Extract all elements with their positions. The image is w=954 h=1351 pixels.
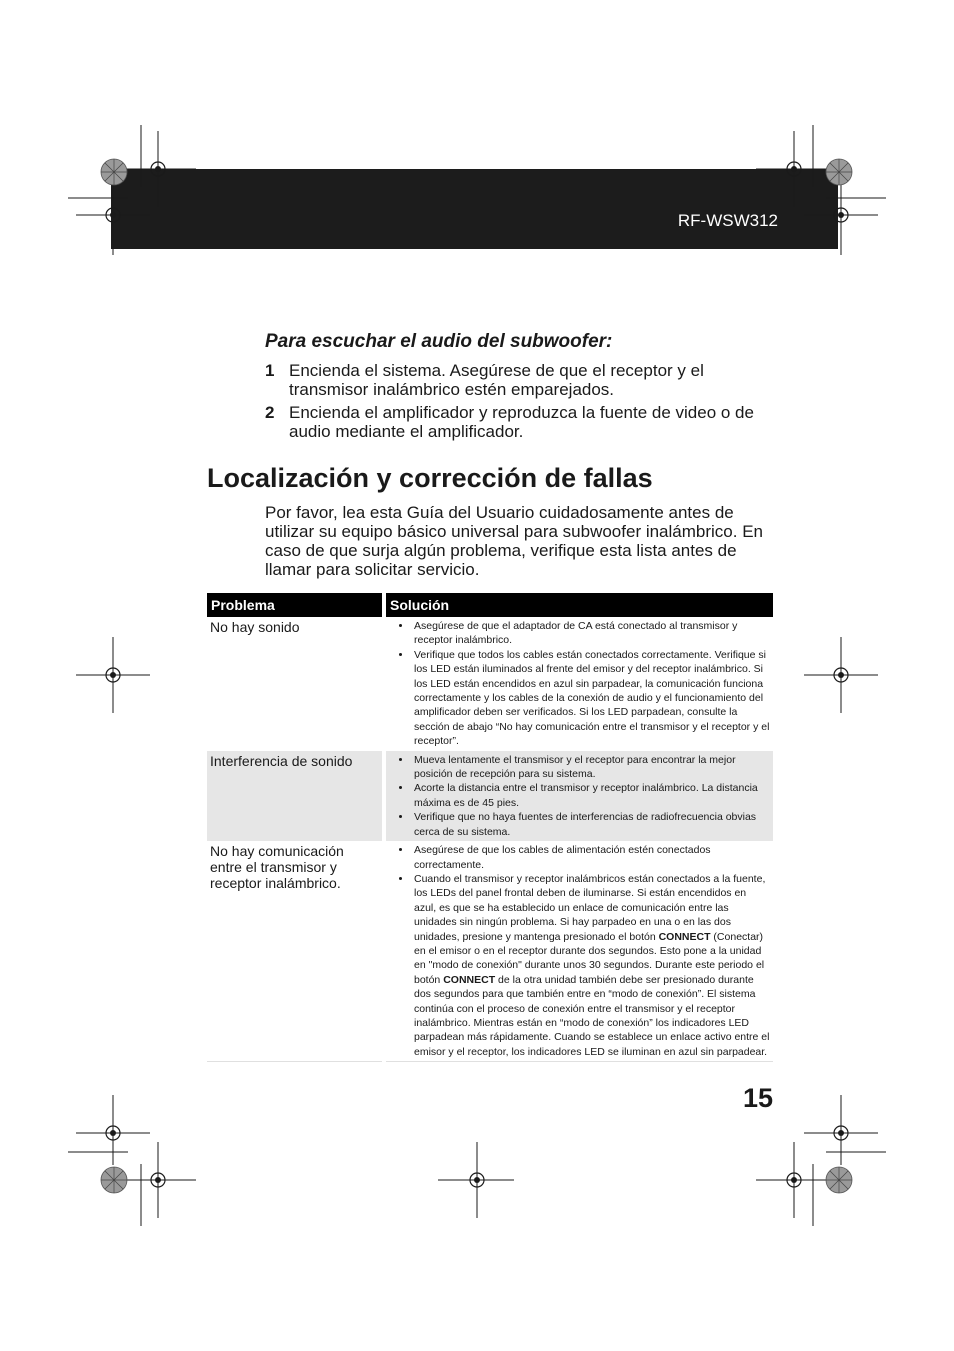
steps-list [265, 361, 775, 445]
table-row [207, 617, 773, 751]
problem-cell [207, 841, 384, 1062]
solution-item: • Asegúrese de que el adaptador de CA está conectado al transmisor y receptor inalámbrico. [412, 619, 770, 648]
step-item [265, 361, 775, 399]
solution-list [389, 843, 770, 1059]
step-item [265, 403, 775, 441]
header-bar [111, 169, 838, 249]
connect-button-label: CONNECT [443, 973, 496, 986]
column-header-problem: Problema [207, 593, 384, 617]
solution-list [389, 619, 770, 749]
model-number: RF-WSW312 [677, 211, 778, 230]
intro-paragraph: Por favor, lea esta Guía del Usuario cuidadosamente antes de utilizar su equipo básico universal para subwoofer inalámbrico. En caso de que surja algún problema, verifique esta lista antes de llamar para solicitar servicio. [265, 503, 763, 579]
table-row [207, 751, 773, 841]
step-text: Encienda el amplificador y reproduzca la fuente de video o de audio mediante el amplificador. [289, 403, 754, 441]
step-number: 1 [265, 361, 275, 380]
solution-text: Cuando el transmisor y receptor inalámbricos están conectados a la fuente, los LEDs del panel frontal deben de iluminarse. Si están encendidos en azul, es que se ha establecido un enlace de comunicación entre las unidades sin ningún problema. Si hay parpadeo en una o en las dos unidades, presione y mantenga presionado el botón [414, 872, 766, 943]
solution-item: • Verifique que todos los cables están conectados correctamente. Verifique si los LED están iluminados al frente del emisor y del receptor inalámbrico. Si los LED están encendidos en azul sin parpadear, la comunicación funciona correctamente y los cables de la conexión de audio y el funcionamiento del amplificador deben ser verificados. Si los LED parpadean, consulte la sección de abajo “No hay comunicación entre el transmisor y el receptor y el receptor”. [412, 648, 770, 749]
connect-button-label: CONNECT [658, 930, 711, 943]
section-subheading: Para escuchar el audio del subwoofer: [265, 331, 613, 352]
table-header-row [207, 593, 773, 617]
solution-text: (Conectar) en el emisor o en el receptor durante dos segundos. Esto pone a la unidad en "modo de conexión" durante unos 30 segundos. Durante este periodo el botón [414, 930, 765, 986]
column-header-solution: Solución [384, 593, 773, 617]
solution-cell [384, 617, 773, 751]
solution-item: • Mueva lentamente el transmisor y el receptor para encontrar la mejor posición de recepción para su sistema. [412, 753, 770, 782]
table-row [207, 841, 773, 1062]
problem-text: Interferencia de sonido [210, 752, 353, 769]
problem-cell [207, 617, 384, 751]
step-number: 2 [265, 403, 275, 422]
solution-item: • Acorte la distancia entre el transmisor y receptor inalámbrico. La distancia máxima es de 45 pies. [412, 781, 770, 810]
problem-text: No hay sonido [210, 619, 300, 635]
troubleshooting-table [207, 593, 773, 1062]
solution-cell [384, 751, 773, 841]
problem-cell [207, 751, 384, 841]
problem-text: No hay comunicación entre el transmisor y receptor inalámbrico. [210, 843, 344, 892]
solution-item: • Verifique que no haya fuentes de interferencias de radiofrecuencia obvias cerca de su sistema. [412, 810, 770, 839]
section-title: Localización y corrección de fallas [207, 463, 653, 493]
solution-cell [384, 841, 773, 1062]
solution-list [389, 753, 770, 839]
step-text: Encienda el sistema. Asegúrese de que el receptor y el transmisor inalámbrico estén emparejados. [289, 361, 704, 399]
solution-item-rich [412, 872, 770, 1059]
solution-text: de la otra unidad también debe ser presionado durante dos segundos para que también entre en “modo de conexión”. El sistema continúa con el proceso de conexión entre el transmisor y el receptor inalámbrico. Mientras están en “modo de conexión” los indicadores LED parpadean más rápidamente. Cuando se establece un enlace activo entre el emisor y el receptor, los indicadores LED se iluminan en azul sin parpadear. [414, 973, 770, 1058]
page-number: 15 [742, 1083, 773, 1113]
solution-item: • Asegúrese de que los cables de alimentación estén conectados correctamente. [412, 843, 770, 872]
